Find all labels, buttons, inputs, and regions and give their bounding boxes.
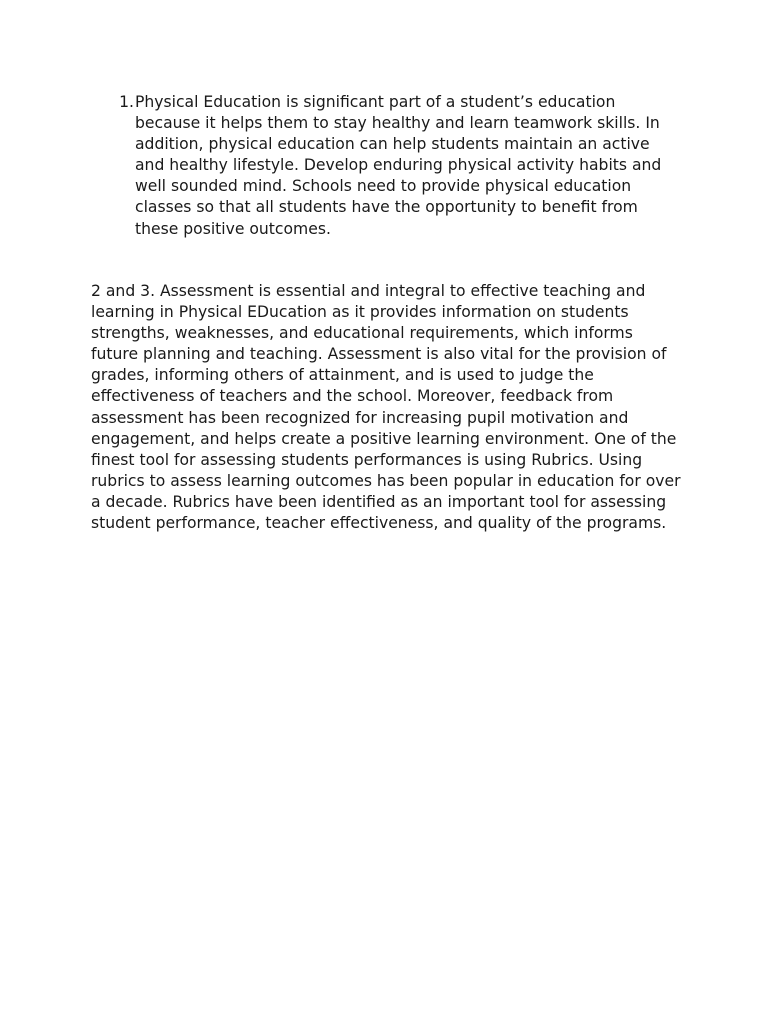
numbered-list: [91, 92, 681, 240]
assessment-paragraph: 2 and 3. Assessment is essential and integral to effective teaching and learning in Physical EDucation as it provides information on students strengths, weaknesses, and educational requirements, which informs future planning and teaching. Assessment is also vital for the provision of grades, informing others of attainment, and is used to judge the effectiveness of teachers and the school. Moreover, feedback from assessment has been recognized for increasing pupil motivation and engagement, and helps create a positive learning environment. One of the finest tool for assessing students performances is using Rubrics. Using rubrics to assess learning outcomes has been popular in education for over a decade. Rubrics have been identified as an important tool for assessing student performance, teacher effectiveness, and quality of the programs.: [91, 282, 681, 533]
list-number: 1.: [119, 93, 134, 111]
list-item-text: Physical Education is significant part of a student’s education because it helps them to stay healthy and learn teamwork skills. In addition, physical education can help students maintain an active and healthy lifestyle. Develop enduring physical activity habits and well sounded mind. Schools need to provide physical education classes so that all students have the opportunity to benefit from these positive outcomes.: [135, 93, 662, 238]
list-item: [91, 92, 681, 240]
